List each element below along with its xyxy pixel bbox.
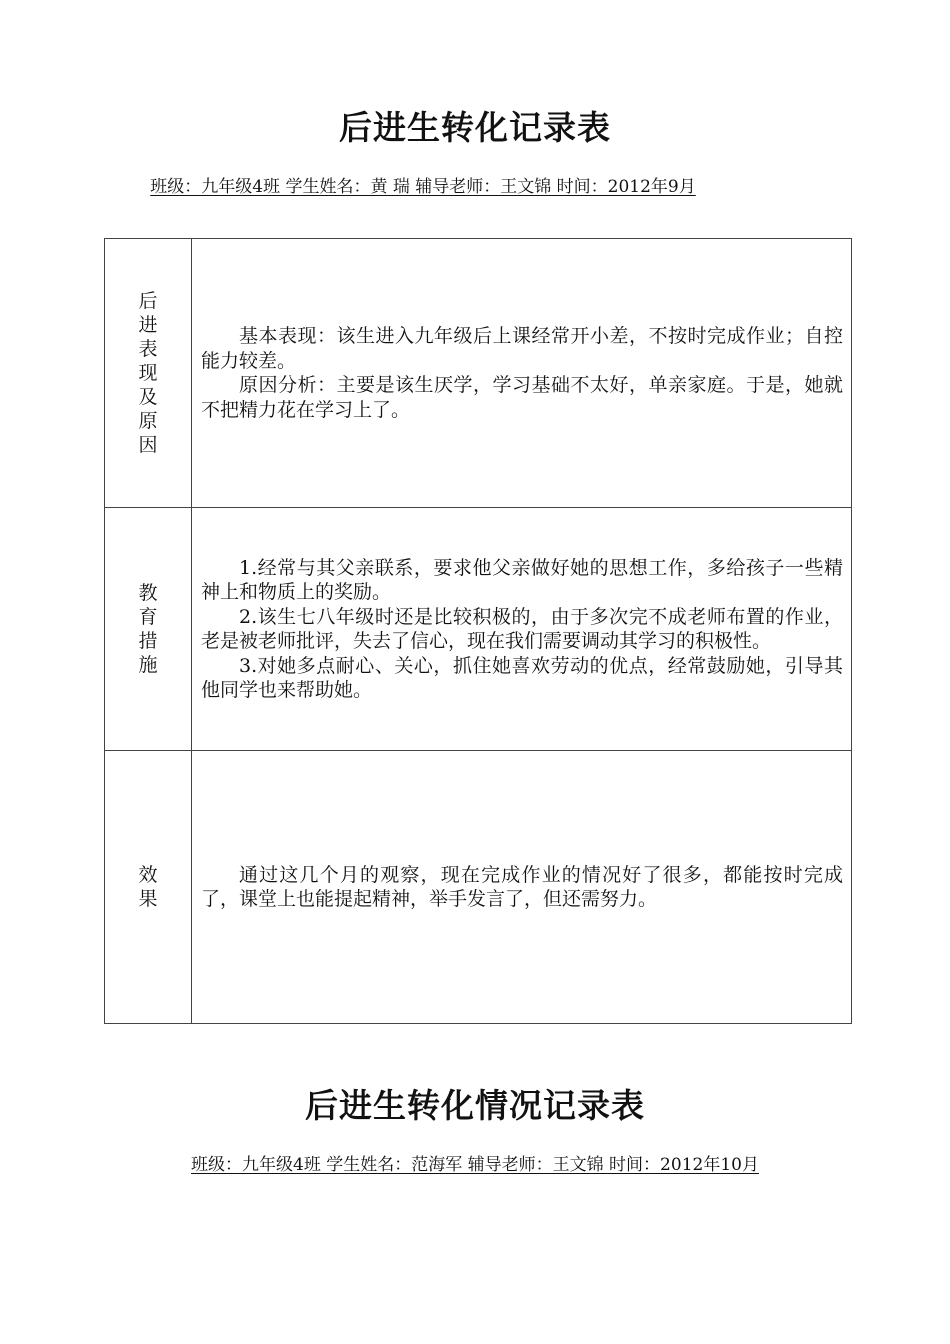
row-label-effect: 效果 [138, 864, 158, 910]
table-row-measures [105, 508, 852, 751]
row-label-performance: 后进表现及原因 [138, 290, 158, 456]
record-2-info-text: 班级：九年级4班 学生姓名：范海军 辅导老师：王文锦 时间：2012年10月 [191, 1155, 759, 1175]
paragraph-basic-performance: 基本表现：该生进入九年级后上课经常开小差，不按时完成作业；自控能力较差。 [201, 325, 843, 372]
paragraph-measure-1: 1.经常与其父亲联系，要求他父亲做好她的思想工作，多给孩子一些精神上和物质上的奖励。 [201, 556, 843, 603]
label-cell-performance [105, 239, 192, 508]
content-cell-performance [192, 239, 852, 508]
content-cell-measures [192, 508, 852, 751]
record-2-title: 后进生转化情况记录表 [305, 1086, 645, 1125]
row-label-measures: 教育措施 [138, 582, 158, 676]
paragraph-measure-2: 2.该生七八年级时还是比较积极的，由于多次完不成老师布置的作业，老是被老师批评，失去了信心，现在我们需要调动其学习的积极性。 [201, 605, 843, 652]
label-cell-effect [105, 751, 192, 1024]
record-1-title: 后进生转化记录表 [339, 108, 611, 147]
paragraph-cause-analysis: 原因分析：主要是该生厌学，学习基础不太好，单亲家庭。于是，她就不把精力花在学习上了。 [201, 374, 843, 421]
paragraph-measure-3: 3.对她多点耐心、关心，抓住她喜欢劳动的优点，经常鼓励她，引导其他同学也来帮助她。 [201, 654, 843, 701]
table-row-effect [105, 751, 852, 1024]
record-1-info-text: 班级：九年级4班 学生姓名：黄 瑞 辅导老师：王文锦 时间：2012年9月 [150, 177, 696, 197]
label-cell-measures [105, 508, 192, 751]
record-2-info-line [0, 1150, 950, 1175]
table-row-performance [105, 239, 852, 508]
record-1-table [104, 238, 852, 1024]
content-cell-effect [192, 751, 852, 1024]
record-1-info-line [0, 172, 898, 197]
paragraph-effect: 通过这几个月的观察，现在完成作业的情况好了很多，都能按时完成了，课堂上也能提起精神，举手发言了，但还需努力。 [201, 863, 843, 910]
